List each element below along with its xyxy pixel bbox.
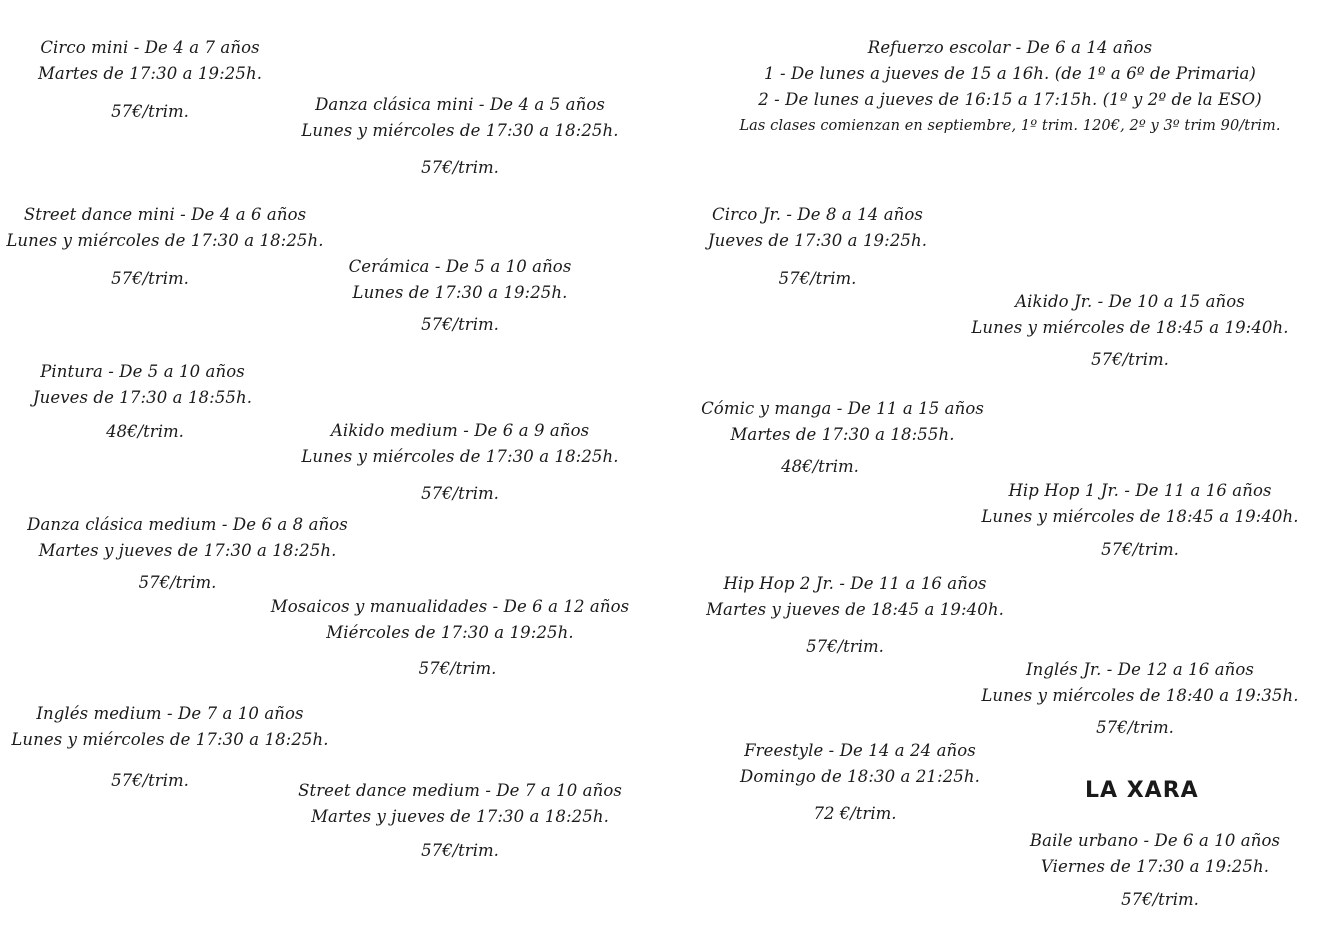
course-schedule: Miércoles de 17:30 a 19:25h. (326, 623, 574, 642)
course-schedule-1: 1 - De lunes a jueves de 15 a 16h. (de 1º a 6º de Primaria) (764, 64, 1256, 83)
course-aikido-medium (280, 418, 640, 470)
course-street-dance-medium (280, 778, 640, 830)
course-title: Hip Hop 1 Jr. - De 11 a 16 años (1008, 481, 1272, 500)
course-schedule: Lunes y miércoles de 17:30 a 18:25h. (6, 231, 324, 250)
course-title: Refuerzo escolar - De 6 a 14 años (867, 38, 1153, 57)
course-street-dance-mini (0, 202, 330, 254)
course-title: Cómic y manga - De 11 a 15 años (701, 399, 984, 418)
course-schedule: Martes y jueves de 17:30 a 18:25h. (38, 541, 337, 560)
course-schedule: Lunes y miércoles de 17:30 a 18:25h. (301, 447, 619, 466)
course-price: 57€/trim. (421, 315, 499, 334)
course-schedule-2: 2 - De lunes a jueves de 16:15 a 17:15h. (1º y 2º de la ESO) (758, 90, 1262, 109)
course-aikido-jr (945, 289, 1315, 341)
course-refuerzo-escolar (700, 35, 1320, 139)
course-price: 72 €/trim. (813, 804, 897, 823)
course-ceramica (320, 254, 600, 306)
course-title: Aikido Jr. - De 10 a 15 años (1015, 292, 1245, 311)
course-mosaicos (255, 594, 645, 646)
course-price: 57€/trim. (138, 573, 217, 592)
course-title: Street dance mini - De 4 a 6 años (23, 205, 307, 224)
course-title: Freestyle - De 14 a 24 años (744, 741, 976, 760)
course-schedule: Lunes y miércoles de 18:45 a 19:40h. (981, 507, 1299, 526)
course-price: 57€/trim. (778, 269, 857, 288)
course-price: 57€/trim. (1096, 718, 1174, 737)
course-title: Street dance medium - De 7 a 10 años (298, 781, 622, 800)
course-price: 57€/trim. (421, 158, 499, 177)
course-schedule: Jueves de 17:30 a 19:25h. (707, 231, 928, 250)
course-pintura (20, 359, 265, 411)
course-title: Aikido medium - De 6 a 9 años (330, 421, 590, 440)
course-title: Danza clásica mini - De 4 a 5 años (315, 95, 605, 114)
course-price: 48€/trim. (106, 422, 184, 441)
course-title: Cerámica - De 5 a 10 años (348, 257, 572, 276)
course-title: Pintura - De 5 a 10 años (40, 362, 245, 381)
course-schedule: Martes de 17:30 a 18:55h. (730, 425, 955, 444)
course-schedule: Jueves de 17:30 a 18:55h. (32, 388, 253, 407)
course-price: 57€/trim. (1101, 540, 1179, 559)
course-circo-mini (20, 35, 280, 87)
course-schedule: Viernes de 17:30 a 19:25h. (1040, 857, 1270, 876)
course-schedule: Lunes y miércoles de 17:30 a 18:25h. (301, 121, 619, 140)
course-schedule: Lunes y miércoles de 17:30 a 18:25h. (11, 730, 329, 749)
course-price: 57€/trim. (111, 269, 189, 288)
course-circo-jr (695, 202, 940, 254)
course-schedule: Martes de 17:30 a 19:25h. (37, 64, 263, 83)
course-schedule: Martes y jueves de 18:45 a 19:40h. (706, 600, 1004, 619)
course-price: 57€/trim. (1091, 350, 1169, 369)
course-schedule: Lunes de 17:30 a 19:25h. (352, 283, 568, 302)
course-title: Circo Jr. - De 8 a 14 años (712, 205, 923, 224)
course-title: Circo mini - De 4 a 7 años (40, 38, 260, 57)
course-comic-manga (695, 396, 990, 448)
course-title: Mosaicos y manualidades - De 6 a 12 años (270, 597, 630, 616)
course-schedule: Lunes y miércoles de 18:45 a 19:40h. (971, 318, 1289, 337)
course-hip-hop-2-jr (695, 571, 1015, 623)
course-freestyle (720, 738, 1000, 790)
course-title: Hip Hop 2 Jr. - De 11 a 16 años (723, 574, 987, 593)
course-price: 57€/trim. (418, 659, 497, 678)
course-price: 57€/trim. (806, 637, 884, 656)
course-baile-urbano (1010, 828, 1300, 880)
course-price: 57€/trim. (421, 841, 499, 860)
la-xara-heading: LA XARA (1085, 778, 1199, 803)
course-schedule: Lunes y miércoles de 18:40 a 19:35h. (981, 686, 1299, 705)
course-price: 57€/trim. (421, 484, 499, 503)
course-danza-clasica-medium (15, 512, 360, 564)
course-price: 48€/trim. (781, 457, 859, 476)
course-title: Baile urbano - De 6 a 10 años (1029, 831, 1281, 850)
course-schedule: Domingo de 18:30 a 21:25h. (740, 767, 980, 786)
course-price: 57€/trim. (111, 771, 189, 790)
course-title: Danza clásica medium - De 6 a 8 años (27, 515, 348, 534)
course-ingles-jr (960, 657, 1320, 709)
course-ingles-medium (0, 701, 340, 753)
course-danza-clasica-mini (280, 92, 640, 144)
course-price: 57€/trim. (111, 102, 189, 121)
course-title: Inglés Jr. - De 12 a 16 años (1026, 660, 1254, 679)
course-schedule: Martes y jueves de 17:30 a 18:25h. (311, 807, 609, 826)
course-price: 57€/trim. (1121, 890, 1199, 909)
course-hip-hop-1-jr (955, 478, 1320, 530)
course-title: Inglés medium - De 7 a 10 años (36, 704, 304, 723)
course-note: Las clases comienzan en septiembre, 1º trim. 120€, 2º y 3º trim 90/trim. (739, 118, 1281, 134)
